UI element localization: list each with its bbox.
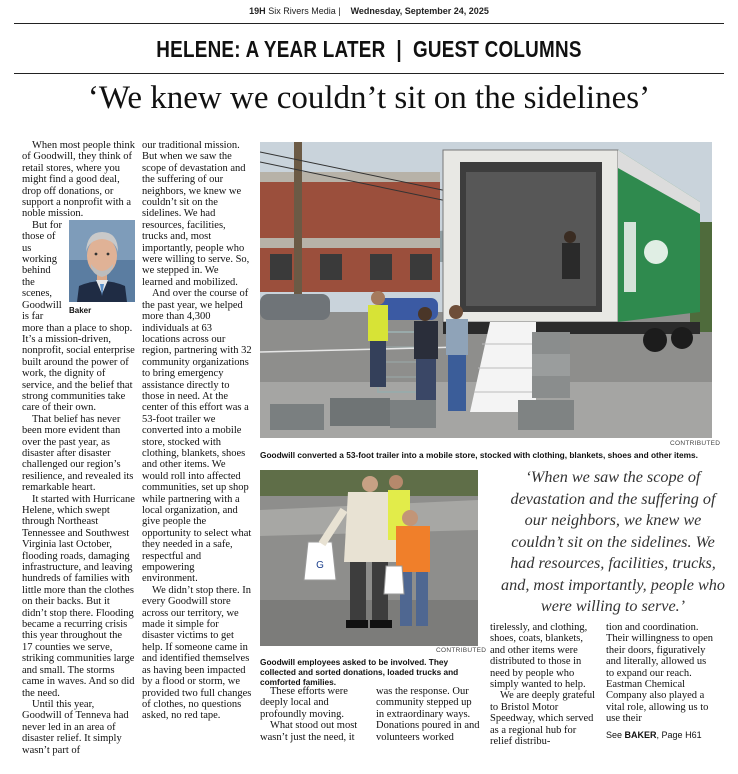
page-header <box>0 6 738 16</box>
paragraph: We are deeply grateful to Bristol Motor Speedway, which served as a regional hub for relief distribu- <box>490 690 596 748</box>
author-photo-label: Baker <box>69 306 92 316</box>
header-rule <box>14 23 724 24</box>
author-photo <box>69 220 135 302</box>
photo-credit: CONTRIBUTED <box>436 647 487 654</box>
photo-credit: CONTRIBUTED <box>670 440 721 447</box>
paragraph: It started with Hurricane Helene, which swept through Northeast Tennessee and Southwest Virginia last October, flooding roads, damaging infrastructure, and leaving hundreds of families with little more than the clothes on their backs. But it didn’t stop there. Flooding became a recurring crisis this year throughout the 17 counties we serve, striking communities large and small. The storms came in waves. And so did the need. <box>22 493 135 699</box>
section-divider: | <box>396 36 402 62</box>
section-title-left: HELENE: A YEAR LATER <box>156 36 386 62</box>
paragraph: was the response. Our community stepped up in extraordinary ways. Donations poured in and volunteers worked <box>376 686 480 743</box>
article-column-4 <box>376 686 482 743</box>
paragraph: We didn’t stop there. In every Goodwill store across our territory, we made it simple for disaster victims to get help. If someone came in and identified themselves as having been impacted by a flood or storm, we provided two full changes of clothes, no questions asked, no red tape. <box>142 584 252 722</box>
paragraph: When most people think of Goodwill, they think of retail stores, where you might find a good deal, drop off donations, or support a nonprofit with a noble mission. <box>22 140 135 220</box>
paragraph: tirelessly, and clothing, shoes, coats, blankets, and other items were distributed to those in need by people who simply wanted to help. <box>490 622 588 691</box>
publication-date: Wednesday, September 24, 2025 <box>350 6 489 16</box>
continuation-jump <box>606 730 702 740</box>
headline: ‘We knew we couldn’t sit on the sidelines’ <box>87 80 651 116</box>
article-column-2 <box>142 140 252 722</box>
paragraph: That belief has never been more evident than over the past year, as disaster after disaster challenged our region’s resilience, and revealed its remarkable heart. <box>22 413 134 494</box>
article-column-3 <box>260 686 368 743</box>
section-title-right: GUEST COLUMNS <box>412 36 582 62</box>
author-photo-inset <box>69 220 135 317</box>
photo-caption: Goodwill converted a 53-foot trailer into a mobile store, stocked with clothing, blankets, shoes and other items. <box>260 450 698 460</box>
paragraph: our traditional mission. But when we saw the scope of devastation and the suffering of our neighbors, we knew we couldn’t sit on the sidelines. We had resources, facilities, trucks and, most importantly, people who were willing to serve. So, we stepped in. We learned and mobilized. <box>142 140 250 288</box>
jump-name: BAKER <box>624 730 657 740</box>
paragraph: Until this year, Goodwill of Tenneva had never led in an area of disaster relief. It simply wasn’t part of <box>22 698 129 756</box>
paragraph: These efforts were deeply local and profoundly moving. <box>260 686 348 720</box>
jump-page: , Page H61 <box>656 730 702 740</box>
paragraph: But for those of us working behind the scenes, Goodwill is far more than a place to shop. It’s a mission-driven, nonprofit, social enterprise built around the power of work, the dignity of service, and the belief that strong communities take care of their own. <box>22 219 135 414</box>
photo-caption: Goodwill employees asked to be involved. They collected and sorted donations, loaded trucks and comforted families. <box>260 657 459 687</box>
volunteers-photo <box>260 470 478 646</box>
article-column-6 <box>606 622 716 725</box>
svg-text:G: G <box>316 560 324 571</box>
page-number: 19H <box>249 6 266 16</box>
paragraph: tion and coordination. Their willingness to open their doors, figuratively and literally, allowed us to expand our reach. Eastman Chemical Company also played a vital role, allowing us to use their <box>606 622 714 725</box>
pull-quote: ‘When we saw the scope of devastation and the suffering of our neighbors, we knew we couldn’t sit on the sidelines. We had resources, facilities, trucks, and, most importantly, people who were willing to serve.’ <box>501 468 725 615</box>
paragraph: And over the course of the past year, we helped more than 4,300 individuals at 63 locations across our region, partnering with 32 community organizations to bring emergency assistance directly to those in need. At the center of this effort was a 53-foot trailer we converted into a mobile store, stocked with clothing, blankets, shoes and other items. We would roll into affected communities, set up shop while partnering with a local organization, and give people the opportunity to select what they needed in a safe, respectful and empowering environment. <box>142 288 252 585</box>
section-rule <box>14 73 724 74</box>
trailer-photo <box>260 142 712 438</box>
article-column-5 <box>490 622 598 747</box>
article-column-1 <box>22 140 135 756</box>
header-separator: | <box>338 6 341 16</box>
section-title <box>66 36 671 63</box>
publisher-name: Six Rivers Media <box>268 6 336 16</box>
jump-prefix: See <box>606 730 623 740</box>
paragraph: What stood out most wasn’t just the need, it <box>260 720 358 743</box>
